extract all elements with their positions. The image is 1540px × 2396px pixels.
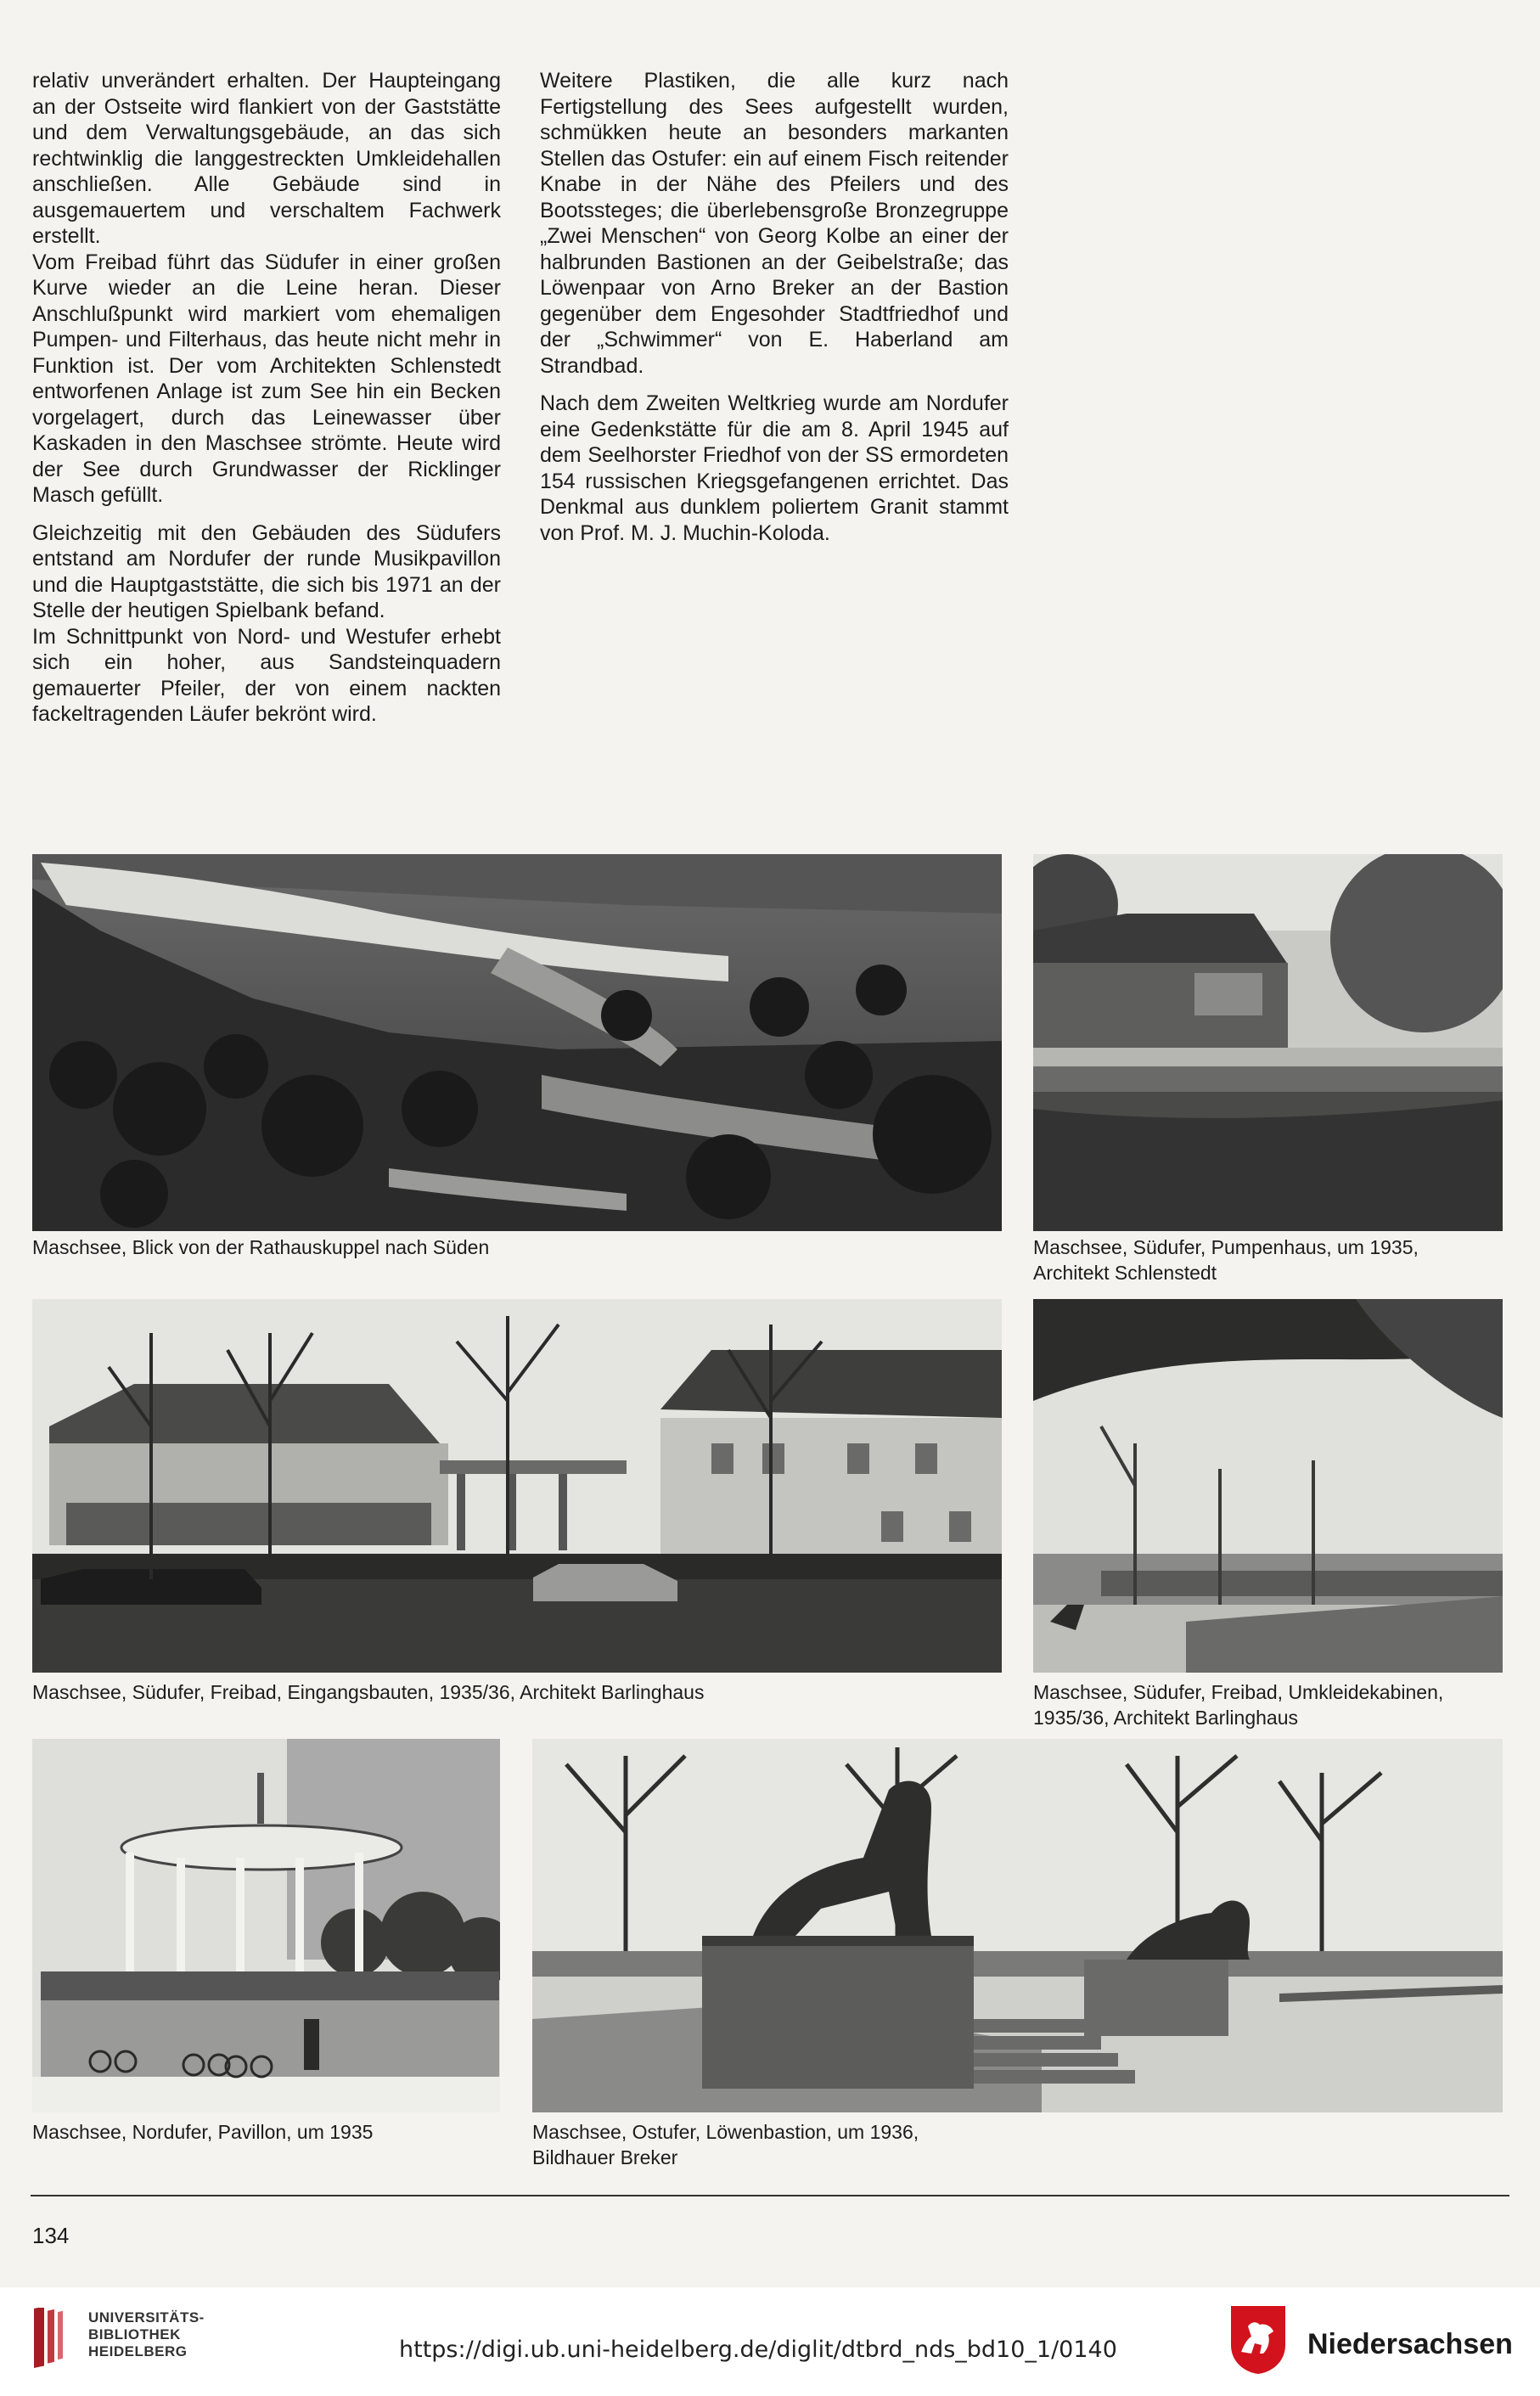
- caption-line: 1935/36, Architekt Barlinghaus: [1033, 1707, 1298, 1729]
- paragraph: relativ unverändert erhalten. Der Haupteingang an der Ostseite wird flankiert von der Gaststätte und dem Verwaltungsgebäude, an das sich rechtwinklig die langgestreckten Umkleidehallen anschließen. Alle Gebäude sind in ausgemauertem und verschaltem Fachwerk erstellt.: [32, 69, 501, 248]
- text-column-left: [32, 68, 501, 728]
- text-column-right: [540, 68, 1009, 546]
- caption-line: Maschsee, Südufer, Pumpenhaus, um 1935,: [1033, 1236, 1419, 1258]
- pavilion-photo: [32, 1739, 500, 2112]
- university-library-name: [88, 2309, 205, 2360]
- paragraph: Im Schnittpunkt von Nord- und Westufer erhebt sich ein hoher, aus Sandsteinquadern gemauerter Pfeiler, der von einem nackten fackeltragenden Läufer bekrönt wird.: [32, 624, 501, 726]
- caption-pumphouse: [1033, 1235, 1419, 1285]
- page-number: 134: [32, 2223, 70, 2248]
- caption-lions: [532, 2119, 919, 2170]
- university-name-line: UNIVERSITÄTS-: [88, 2309, 205, 2326]
- paragraph: Weitere Plastiken, die alle kurz nach Fertigstellung des Sees aufgestellt wurden, schmükken heute an besonders markanten Stellen das Ostufer: ein auf einem Fisch reitender Knabe in der Nähe des Pfeilers und des Bootssteges; die überlebensgroße Bronzegruppe „Zwei Menschen“ von Georg Kolbe an einer der halbrunden Bastionen an der Geibelstraße; das Löwenpaar von Arno Breker an der Bastion gegenüber dem Engesohder Stadtfriedhof und der „Schwimmer“ von E. Haberland am Strandbad.: [540, 69, 1009, 378]
- niedersachsen-label: Niedersachsen: [1307, 2328, 1513, 2360]
- caption-aerial: [32, 1235, 489, 1260]
- university-library-logo-icon: [22, 2308, 76, 2376]
- niedersachsen-crest-icon: [1229, 2304, 1287, 2376]
- caption-pavilion: [32, 2119, 373, 2145]
- pumphouse-photo: [1033, 854, 1503, 1231]
- paragraph: Gleichzeitig mit den Gebäuden des Südufers entstand am Nordufer der runde Musikpavillon und die Hauptgaststätte, die sich bis 1971 an der Stelle der heutigen Spielbank befand.: [32, 520, 501, 622]
- entrance-photo: [32, 1299, 1002, 1673]
- caption-line: Maschsee, Südufer, Freibad, Eingangsbauten, 1935/36, Architekt Barlinghaus: [32, 1681, 705, 1703]
- university-name-line: HEIDELBERG: [88, 2343, 188, 2359]
- caption-line: Bildhauer Breker: [532, 2146, 678, 2168]
- aerial-photo: [32, 854, 1002, 1231]
- footer-rule: [31, 2195, 1509, 2196]
- caption-line: Maschsee, Ostufer, Löwenbastion, um 1936,: [532, 2121, 919, 2143]
- lions-photo: [532, 1739, 1503, 2112]
- caption-line: Maschsee, Nordufer, Pavillon, um 1935: [32, 2121, 374, 2143]
- paragraph: Vom Freibad führt das Südufer in einer großen Kurve wieder an die Leine heran. Dieser Anschlußpunkt wird markiert vom ehemaligen Pumpen- und Filterhaus, das heute nicht mehr in Funktion ist. Der vom Architekten Schlenstedt entworfenen Anlage ist zum See hin ein Becken vorgelagert, durch das Leinewasser über Kaskaden in den Maschsee strömte. Heute wird der See durch Grundwasser der Ricklinger Masch gefüllt.: [32, 250, 501, 507]
- university-name-line: BIBLIOTHEK: [88, 2326, 181, 2343]
- paragraph: Nach dem Zweiten Weltkrieg wurde am Nordufer eine Gedenkstätte für die am 8. April 1945 auf dem Seelhorster Friedhof von der SS ermordeten 154 russischen Kriegsgefangenen errichtet. Das Denkmal aus dunklem poliertem Granit stammt von Prof. M. J. Muchin-Koloda.: [540, 391, 1009, 545]
- bleed-through-text: [1037, 51, 1521, 832]
- caption-line: Architekt Schlenstedt: [1033, 1262, 1217, 1284]
- caption-line: Maschsee, Blick von der Rathauskuppel nach Süden: [32, 1236, 490, 1258]
- caption-entrance: [32, 1679, 704, 1705]
- source-url-link[interactable]: https://digi.ub.uni-heidelberg.de/diglit/dtbrd_nds_bd10_1/0140: [399, 2337, 1117, 2363]
- cabins-photo: [1033, 1299, 1503, 1673]
- caption-line: Maschsee, Südufer, Freibad, Umkleidekabinen,: [1033, 1681, 1444, 1703]
- caption-cabins: [1033, 1679, 1443, 1730]
